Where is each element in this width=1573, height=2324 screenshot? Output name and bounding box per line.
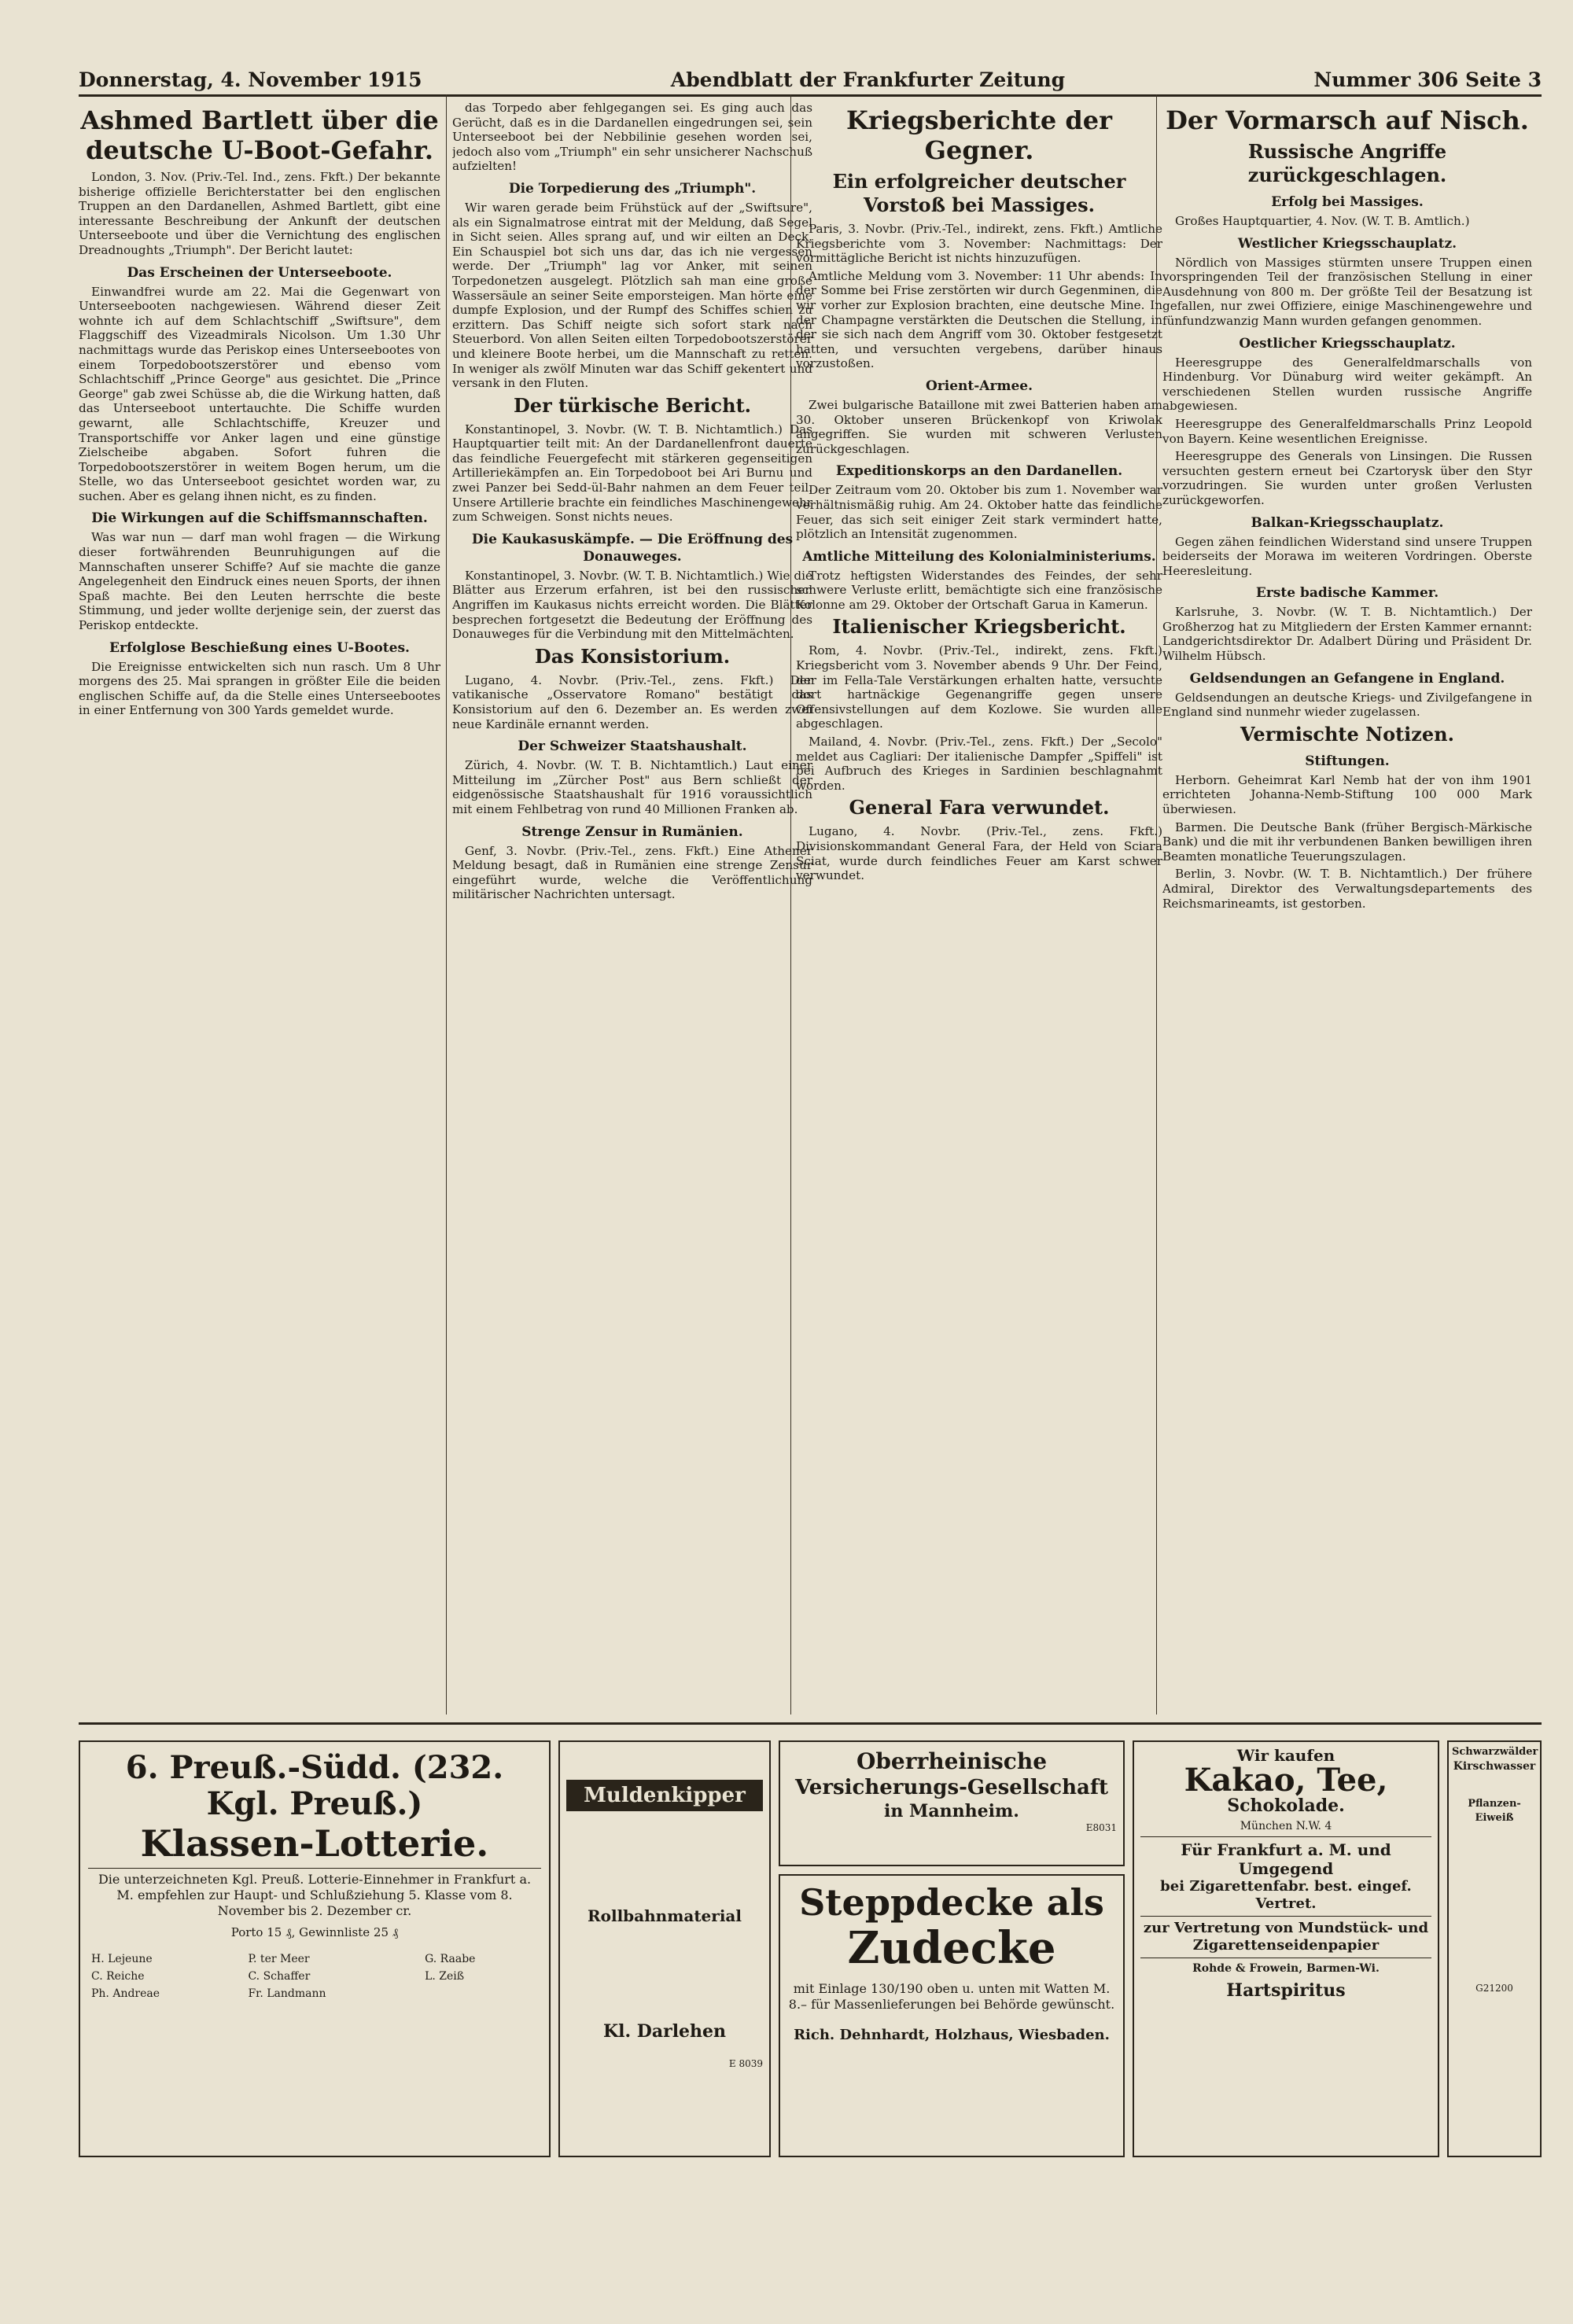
divider	[1140, 1916, 1431, 1917]
paragraph: Barmen. Die Deutsche Bank (früher Bergisch-Märkische Bank) und die mit ihr verbundenen Banken bewilligen ihren Beamten monatliche Teuerungszulagen.	[1162, 819, 1532, 864]
article-title: Der türkische Bericht.	[513, 393, 752, 417]
section-heading: Westlicher Kriegsschauplatz.	[1237, 235, 1457, 252]
kirsch-line: Pflanzen-Eiweiß	[1468, 1798, 1521, 1824]
section-heading: Das Erscheinen der Unterseeboote.	[127, 264, 392, 281]
paragraph: das Torpedo aber fehlgegangen sei. Es ging auch das Gerücht, daß es in die Dardanellen eingedrungen sei, sein Unterseeboot bei der Nebbilinie gesehen worden sei, jedoch also vom „Triumph" ein sehr unsicherer Nachschuß aufzielten!	[452, 101, 812, 174]
article-title: Italienischer Kriegsbericht.	[832, 615, 1126, 639]
paragraph: Berlin, 3. Novbr. (W. T. B. Nichtamtlich.) Der frühere Admiral, Direktor des Verwaltungsdepartements des Reichsmarineamts, ist gestorben.	[1162, 867, 1532, 911]
section-heading: Oestlicher Kriegsschauplatz.	[1239, 335, 1456, 352]
agent-name: Ph. Andreae	[91, 1987, 160, 2000]
section-heading: Amtliche Mitteilung des Kolonialministeriums.	[802, 548, 1156, 565]
paragraph: Lugano, 4. Novbr. (Priv.-Tel., zens. Fkft.) Der vatikanische „Osservatore Romano" bestätigt das Konsistorium auf den 6. Dezember an. Es werden zwei neue Kardinäle ernannt werden.	[452, 672, 812, 731]
section-heading: Stiftungen.	[1305, 753, 1390, 769]
insurance-line: Versicherungs-Gesellschaft	[794, 1776, 1109, 1799]
kakao-firm: Rohde & Frowein, Barmen-Wi.	[1192, 1962, 1380, 1975]
hartspiritus: Hartspiritus	[1226, 1980, 1346, 2001]
article-title: Ashmed Bartlett über die deutsche U-Boot-Gefahr.	[80, 105, 439, 165]
section-heading: Die Kaukasuskämpfe. — Die Eröffnung des Donauweges.	[471, 531, 794, 565]
column-4	[1162, 101, 1532, 1709]
steppdecke-title: Steppdecke als	[799, 1881, 1104, 1924]
section-heading: Erfolglose Beschießung eines U-Bootes.	[109, 639, 410, 656]
section-heading: Die Wirkungen auf die Schiffsmannschaften.	[91, 510, 428, 527]
kipper-mid: Rollbahnmaterial	[588, 1906, 742, 1925]
paragraph: Genf, 3. Novbr. (Priv.-Tel., zens. Fkft.) Eine Athener Meldung besagt, daß in Rumänien eine strenge Zensur eingeführt wurde, welche die Veröffentlichung militärischer Nachrichten untersagt.	[452, 843, 812, 902]
paragraph: Großes Hauptquartier, 4. Nov. (W. T. B. Amtlich.)	[1175, 214, 1470, 228]
paragraph: Wir waren gerade beim Frühstück auf der „Swiftsure", als ein Signalmatrose eintrat mit der Meldung, daß Segel in Sicht seien. Alles sprang auf, und wir eilten an Deck. Ein Schauspiel bot sich uns dar, das ich nie vergessen werde. Der „Triumph" lag vor Anker, mit seinen Torpedonetzen ausgelegt. Plötzlich sah man eine große Wassersäule an seiner Seite emporsteigen. Man hörte eine dumpfe Explosion, und der Rumpf des Schiffes schien zu erzittern. Das Schiff neigte sich sofort stark nach Steuerbord. Von allen Seiten eilten Torpedobootszerstörer und kleinere Boote herbei, um die Mannschaft zu retten. In weniger als zwölf Minuten war das Schiff gekentert und versank in den Fluten.	[452, 200, 812, 391]
paragraph: Trotz heftigsten Widerstandes des Feindes, der sehr schwere Verluste erlitt, bemächtigte sich eine französische Kolonne am 29. Oktober der Ortschaft Garua in Kamerun.	[796, 568, 1162, 612]
column-2	[452, 101, 812, 1709]
divider	[88, 1868, 541, 1869]
section-heading: Geldsendungen an Gefangene in England.	[1189, 670, 1505, 687]
section-heading: Die Torpedierung des „Triumph".	[508, 180, 757, 197]
section-heading: Strenge Zensur in Rumänien.	[521, 823, 743, 840]
kakao-line: Schokolade.	[1227, 1795, 1345, 1816]
divider	[1140, 1836, 1431, 1837]
paragraph: Nördlich von Massiges stürmten unsere Truppen einen vorspringenden Teil der französischen Stellung in einer Ausdehnung von 800 m. Der größte Teil der Besatzung ist gefallen, nur zwei Offiziere, einige Maschinengewehre und fünfundzwanzig Mann wurden gefangen genommen.	[1162, 255, 1532, 328]
article-title: General Fara verwundet.	[849, 796, 1110, 819]
article-intro: London, 3. Nov. (Priv.-Tel. Ind., zens. Fkft.) Der bekannte bisherige offizielle Berichterstatter bei den englischen Truppen an den Dardanellen, Ashmed Bartlett, gibt eine interessante Beschreibung der Ankunft der deutschen Unterseeboote und über die Vernichtung des englischen Dreadnoughts „Triumph". Der Bericht lautet:	[79, 170, 440, 257]
kirsch-ad	[1447, 1740, 1542, 2157]
article-subtitle: Ein erfolgreicher deutscher Vorstoß bei Massiges.	[832, 170, 1126, 216]
paragraph: Gegen zähen feindlichen Widerstand sind unsere Truppen beiderseits der Morawa im weiteren Vordringen. Oberste Heeresleitung.	[1162, 534, 1532, 578]
kirsch-line: Kirschwasser	[1453, 1760, 1536, 1773]
kirsch-line: Schwarzwälder	[1452, 1746, 1538, 1758]
kakao-head: Wir kaufen	[1236, 1746, 1335, 1765]
paragraph: Heeresgruppe des Generals von Linsingen. Die Russen versuchten gestern erneut bei Czartorysk über den Styr vorzudringen. Sie wurden unter großen Verlusten zurückgeworfen.	[1162, 449, 1532, 507]
paragraph: Lugano, 4. Novbr. (Priv.-Tel., zens. Fkft.) Divisionskommandant General Fara, der Held von Sciara Sciat, wurde durch feindliches Feuer am Karst schwer verwundet.	[796, 824, 1162, 883]
column-1	[79, 101, 440, 1709]
paragraph: Zürich, 4. Novbr. (W. T. B. Nichtamtlich.) Laut einer Mitteilung im „Zürcher Post" aus Bern schließt der eidgenössische Staatshaushalt für 1916 voraussichtlich mit einem Fehlbetrag von rund 40 Millionen Franken ab.	[452, 758, 812, 816]
paragraph: Der Zeitraum vom 20. Oktober bis zum 1. November war verhältnismäßig ruhig. Am 24. Oktober hatte das feindliche Feuer, das sich seit einiger Zeit stark vermindert hatte, plötzlich an Intensität zugenommen.	[796, 483, 1162, 542]
agent-name: L. Zeiß	[425, 1970, 465, 1983]
agent-name: C. Reiche	[91, 1970, 145, 1983]
section-heading: Orient-Armee.	[926, 378, 1033, 394]
paragraph: Heeresgruppe des Generalfeldmarschalls von Hindenburg. Vor Dünaburg wird weiter gekämpft. An verschiedenen Stellen wurden russische Angriffe abgewiesen.	[1162, 355, 1532, 414]
advertisements	[79, 1722, 1542, 2165]
paragraph: Was war nun — darf man wohl fragen — die Wirkung dieser fortwährenden Beunruhigungen auf die Mannschaften unserer Schiffe? Auf sie machte die ganze Angelegenheit den Eindruck eines neuen Sports, der ihnen Spaß machte. Bei den Leuten herrschte die beste Stimmung, und jeder wollte derjenige sein, der zuerst das Periskop entdeckte.	[79, 530, 440, 633]
agent-name: H. Lejeune	[91, 1953, 153, 1965]
lottery-title: 6. Preuß.-Südd. (232. Kgl. Preuß.)	[125, 1749, 504, 1822]
paragraph: Geldsendungen an deutsche Kriegs- und Zivilgefangene in England sind nunmehr wieder zugelassen.	[1162, 690, 1532, 720]
paragraph: Konstantinopel, 3. Novbr. (W. T. B. Nichtamtlich.) Das Hauptquartier teilt mit: An der Dardanellenfront dauerte das feindliche Feuergefecht mit stärkeren gegenseitigen Artilleriekämpfen an. Ein Torpedoboot bei Ari Burnu und zwei Panzer bei Sedd-ül-Bahr nahmen an dem Feuer teil. Unsere Artillerie brachte ein feindliches Maschinengewehr zum Schweigen. Sonst nichts neues.	[452, 422, 812, 525]
agent-name: Fr. Landmann	[248, 1987, 326, 2000]
agent-name: P. ter Meer	[248, 1953, 310, 1965]
lottery-body: Die unterzeichneten Kgl. Preuß. Lotterie-Einnehmer in Frankfurt a. M. empfehlen zur Haupt- und Schlußziehung 5. Klasse vom 8. November bis 2. Dezember cr.	[98, 1872, 532, 1918]
ad-number: E8031	[1085, 1822, 1117, 1833]
kakao-sub: Für Frankfurt a. M. und Umgegend	[1181, 1840, 1391, 1878]
kakao-address: München N.W. 4	[1240, 1820, 1332, 1832]
lottery-price: Porto 15 ₰, Gewinnliste 25 ₰	[230, 1925, 399, 1939]
paragraph: Paris, 3. Novbr. (Priv.-Tel., indirekt, zens. Fkft.) Amtliche Kriegsberichte vom 3. November: Nachmittags: Der vormittägliche Bericht ist nichts hinzuzufügen.	[796, 222, 1162, 266]
insurance-line: in Mannheim.	[884, 1801, 1019, 1821]
paragraph: Heeresgruppe des Generalfeldmarschalls Prinz Leopold von Bayern. Keine wesentlichen Ereignisse.	[1162, 416, 1532, 446]
section-heading: Balkan-Kriegsschauplatz.	[1251, 514, 1444, 531]
agent-name: G. Raabe	[425, 1953, 476, 1965]
paragraph: Konstantinopel, 3. Novbr. (W. T. B. Nichtamtlich.) Wie die Blätter aus Erzerum erfahren, ist bei den russischen Angriffen im Kaukasus nichts erreicht worden. Die Blätter besprechen fortgesetzt die Bedeutung der Eröffnung des Donauweges für die Verbindung mit den Mittelmächten.	[452, 568, 812, 642]
article-title: Das Konsistorium.	[534, 644, 731, 668]
section-heading: Expeditionskorps an den Dardanellen.	[835, 463, 1123, 480]
insurance-line: Oberrheinische	[856, 1748, 1048, 1774]
kakao-sub: bei Zigarettenfabr. best. eingef. Vertret.	[1160, 1878, 1412, 1912]
kipper-loan: Kl. Darlehen	[602, 2021, 727, 2042]
paragraph: Einwandfrei wurde am 22. Mai die Gegenwart von Unterseebooten nachgewiesen. Während dieser Zeit wohnte ich auf dem Schlachtschiff „Swiftsure", dem Flaggschiff des Vizeadmirals Nicolson. Um 1.30 Uhr nachmittags wurde das Periskop eines Unterseebootes von einem Torpedobootszerstörer und ebenso vom Schlachtschiff „Prince George" aus gesichtet. Die „Prince George" gab zwei Schüsse ab, die die Wirkung hatten, daß das Unterseeboot untertauchte. Die Schiffe wurden gewarnt, alle Schlachtschiffe, Kreuzer und Transportschiffe vor Anker lagen und eine günstige Zielscheibe abgaben. Sofort fuhren die Torpedobootszerstörer in weitem Bogen herum, um die Stelle, wo das Unterseeboot gesichtet worden war, zu suchen. Aber es gelang ihnen nicht, es zu finden.	[79, 284, 440, 503]
kakao-sub: zur Vertretung von Mundstück- und Zigarettenseidenpapier	[1143, 1920, 1429, 1954]
insurance-ad	[779, 1740, 1125, 1866]
article-subtitle: Erfolg bei Massiges.	[1271, 194, 1424, 210]
masthead	[79, 66, 1542, 97]
page-number: Nummer 306 Seite 3	[1313, 68, 1542, 91]
paragraph: Die Ereignisse entwickelten sich nun rasch. Um 8 Uhr morgens des 25. Mai sprangen in größter Eile die beiden englischen Schiffe auf, da die Stelle eines Unterseebootes in einer Entfernung von 300 Yards gemeldet wurde.	[79, 659, 440, 718]
kakao-ad	[1133, 1740, 1439, 2157]
column-3	[796, 101, 1162, 1709]
lottery-agents	[88, 1950, 541, 2002]
ad-number: G21200	[1475, 1983, 1513, 1994]
steppdecke-title: Zudecke	[847, 1922, 1056, 1974]
paper-name: Abendblatt der Frankfurter Zeitung	[670, 68, 1066, 91]
section-heading: Erste badische Kammer.	[1255, 585, 1439, 602]
paragraph: Rom, 4. Novbr. (Priv.-Tel., indirekt, zens. Fkft.) Kriegsbericht vom 3. November abends 9 Uhr. Der Feind, der im Fella-Tale Verstärkungen erhalten hatte, versuchte dort hartnäckige Gegenangriffe gegen unsere Offensivstellungen auf dem Kozlowe. Sie wurden alle abgeschlagen.	[796, 643, 1162, 731]
lottery-title: Klassen-Lotterie.	[140, 1822, 489, 1865]
kipper-ad	[558, 1740, 771, 2157]
paragraph: Mailand, 4. Novbr. (Priv.-Tel., zens. Fkft.) Der „Secolo" meldet aus Cagliari: Der italienische Dampfer „Spiffeli" ist bei Aufbruch des Krieges in Sardinien beschlagnahmt worden.	[796, 735, 1162, 793]
article-subtitle: Russische Angriffe zurückgeschlagen.	[1247, 140, 1447, 186]
article-title: Kriegsberichte der Gegner.	[846, 105, 1112, 165]
article-title: Der Vormarsch auf Nisch.	[1166, 105, 1529, 135]
paragraph: Zwei bulgarische Bataillone mit zwei Batterien haben am 30. Oktober unseren Brückenkopf von Kriwolak angegriffen. Sie wurden mit schweren Verlusten zurückgeschlagen.	[796, 397, 1162, 456]
steppdecke-body: mit Einlage 130/190 oben u. unten mit Watten M. 8.– für Massenlieferungen bei Behörde gewünscht.	[788, 1981, 1115, 2012]
ad-number: E 8039	[728, 2058, 763, 2069]
kakao-line: Kakao, Tee,	[1184, 1762, 1388, 1799]
article-title: Vermischte Notizen.	[1240, 722, 1454, 746]
steppdecke-firm: Rich. Dehnhardt, Holzhaus, Wiesbaden.	[794, 2027, 1110, 2043]
issue-date: Donnerstag, 4. November 1915	[79, 68, 422, 91]
agent-name: C. Schaffer	[248, 1970, 311, 1983]
column-divider	[446, 94, 447, 1714]
steppdecke-ad	[779, 1874, 1125, 2157]
section-heading: Der Schweizer Staatshaushalt.	[518, 738, 747, 755]
paragraph: Karlsruhe, 3. Novbr. (W. T. B. Nichtamtlich.) Der Großherzog hat zu Mitgliedern der Ersten Kammer ernannt: Landgerichtsdirektor Dr. Adalbert Düring und Präsident Dr. Wilhelm Hübsch.	[1162, 605, 1532, 664]
lottery-ad	[79, 1740, 551, 2157]
paragraph: Amtliche Meldung vom 3. November: 11 Uhr abends: In der Somme bei Frise zerstörten wir durch Gegenminen, die wir vorher zur Explosion brachten, eine deutsche Mine. In der Champagne verstärkten die Deutschen die Stellung, in der sie sich nach dem Angriff vom 30. Oktober festgesetzt hatten, und versuchten vergebens, darüber hinaus vorzustoßen.	[796, 268, 1162, 371]
kipper-head: Muldenkipper	[566, 1780, 763, 1811]
paragraph: Herborn. Geheimrat Karl Nemb hat der von ihm 1901 errichteten Johanna-Nemb-Stiftung 100 000 Mark überwiesen.	[1162, 772, 1532, 817]
